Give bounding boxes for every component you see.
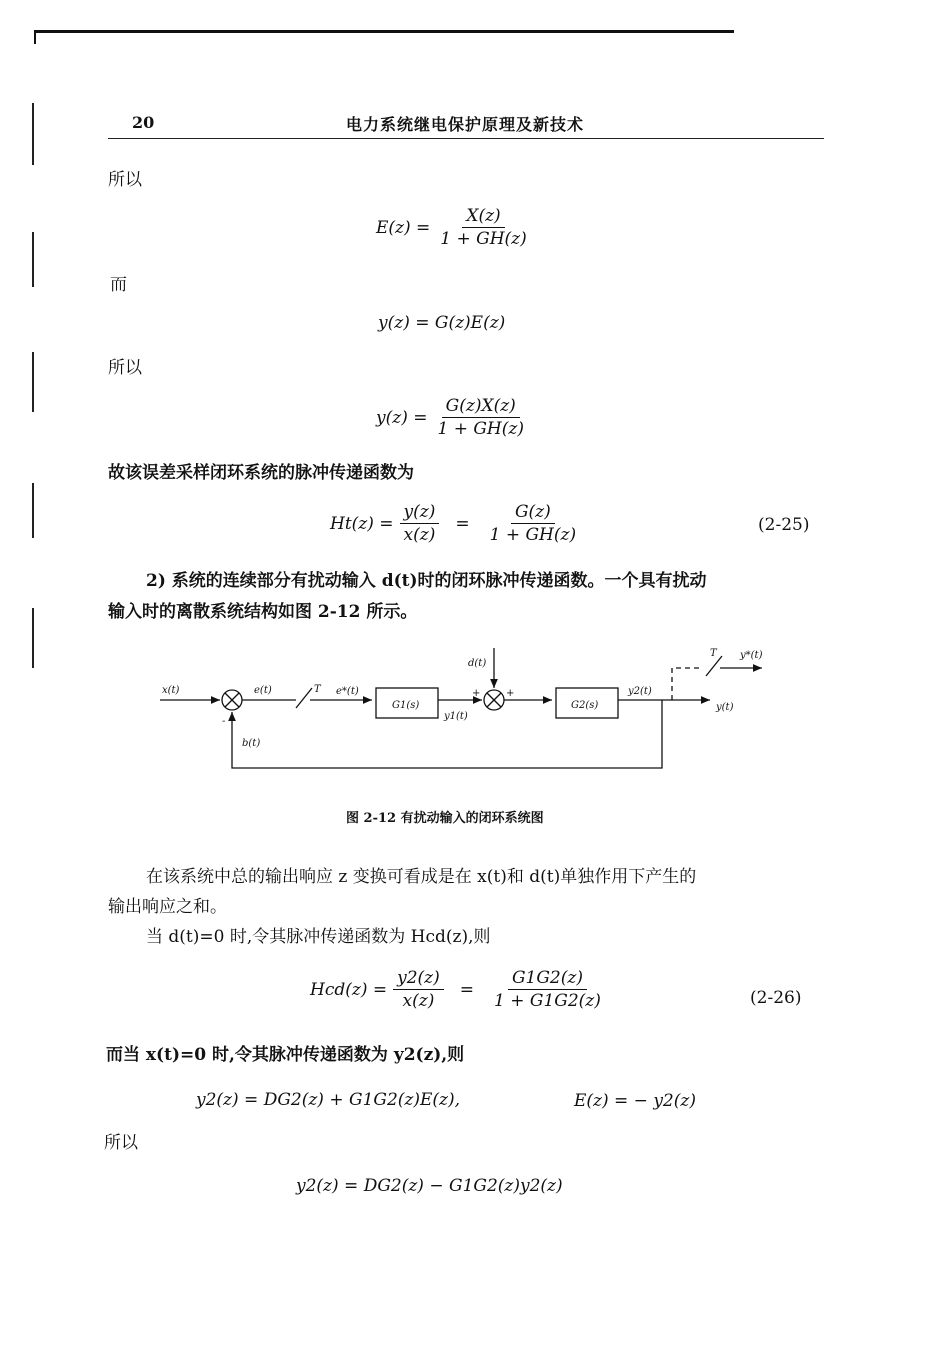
text-intro-pulse-function: 故该误差采样闭环系统的脉冲传递函数为 (108, 463, 414, 483)
eq-lhs: Ht(z) = (330, 513, 394, 534)
text-item2-line1: 2) 系统的连续部分有扰动输入 d(t)时的闭环脉冲传递函数。一个具有扰动 (146, 571, 707, 591)
text-when-x-zero: 而当 x(t)=0 时,令其脉冲传递函数为 y2(z),则 (106, 1045, 465, 1065)
denominator: 1 + GH(z) (440, 229, 527, 249)
scan-margin-mark (32, 103, 34, 165)
equals-sign: = (455, 513, 470, 534)
text-when-d-zero: 当 d(t)=0 时,令其脉冲传递函数为 Hcd(z),则 (146, 927, 491, 947)
label-y2: y2(t) (628, 686, 652, 697)
sampler-switch-1 (296, 688, 312, 708)
equation-e-z (376, 206, 537, 249)
scan-top-rule (34, 30, 734, 33)
scan-margin-mark (32, 608, 34, 668)
numerator: G(z) (511, 502, 555, 524)
sampled-output-tap (672, 668, 702, 700)
equation-y2-final: y2(z) = DG2(z) − G1G2(z)y2(z) (296, 1176, 563, 1196)
label-g1: G1(s) (392, 700, 420, 711)
equation-y-z-closed (376, 396, 534, 439)
denominator: 1 + GH(z) (437, 419, 524, 439)
numerator: G1G2(z) (508, 968, 587, 990)
equation-number: (2-26) (750, 988, 802, 1008)
scan-margin-mark (32, 232, 34, 287)
label-e-star: e*(t) (336, 686, 359, 697)
label-x: x(t) (162, 685, 180, 696)
denominator: x(z) (403, 525, 436, 545)
label-b: b(t) (242, 738, 261, 749)
scan-top-tick (34, 30, 36, 44)
denominator: 1 + GH(z) (489, 525, 577, 545)
label-plus: + (506, 688, 515, 699)
denominator: x(z) (402, 991, 435, 1011)
text-suoyi: 所以 (108, 358, 142, 378)
text-suoyi: 所以 (108, 170, 142, 190)
fraction (490, 968, 605, 1011)
numerator: y2(z) (393, 968, 444, 990)
header-rule (108, 138, 824, 139)
label-sampling-period: T (710, 648, 717, 659)
label-minus: - (222, 716, 226, 727)
equation-2-26 (310, 968, 611, 1011)
fraction (433, 396, 528, 439)
numerator: X(z) (462, 206, 504, 228)
fraction (400, 502, 440, 545)
figure-caption: 图 2-12 有扰动输入的闭环系统图 (346, 811, 544, 826)
label-y: y(t) (716, 702, 734, 713)
sampler-switch-2 (706, 656, 722, 676)
equals-sign: = (459, 979, 475, 1000)
eq-lhs: Hcd(z) = (310, 979, 388, 1000)
text-para-sum-1: 在该系统中总的输出响应 z 变换可看成是在 x(t)和 d(t)单独作用下产生的 (146, 867, 697, 887)
numerator: G(z)X(z) (442, 396, 520, 418)
equation-y2-expression: y2(z) = DG2(z) + G1G2(z)E(z), (196, 1090, 461, 1110)
text-para-sum-2: 输出响应之和。 (108, 897, 227, 917)
text-er: 而 (110, 275, 127, 295)
label-y1: y1(t) (444, 711, 468, 722)
running-header-title: 电力系统继电保护原理及新技术 (346, 115, 585, 134)
fraction (393, 968, 444, 1011)
label-g2: G2(s) (571, 700, 599, 711)
fraction (486, 502, 581, 545)
label-d: d(t) (468, 658, 487, 669)
text-suoyi: 所以 (104, 1133, 138, 1153)
numerator: y(z) (400, 502, 440, 524)
label-plus: + (472, 688, 481, 699)
block-diagram (150, 640, 790, 780)
fraction (436, 206, 531, 249)
equation-2-25 (330, 502, 586, 545)
equation-number: (2-25) (758, 515, 810, 535)
equation-e-expression: E(z) = − y2(z) (574, 1091, 696, 1111)
eq-lhs: E(z) = (376, 217, 431, 238)
scan-margin-mark (32, 483, 34, 538)
eq-lhs: y(z) = (376, 407, 428, 428)
scan-margin-mark (32, 352, 34, 412)
text-item2-line2: 输入时的离散系统结构如图 2-12 所示。 (108, 602, 418, 622)
label-sampling-period: T (314, 684, 321, 695)
equation-y-z: y(z) = G(z)E(z) (378, 313, 506, 333)
denominator: 1 + G1G2(z) (494, 991, 601, 1011)
label-e: e(t) (254, 685, 272, 696)
label-y-star: y*(t) (740, 650, 763, 661)
page-number: 20 (132, 113, 155, 132)
